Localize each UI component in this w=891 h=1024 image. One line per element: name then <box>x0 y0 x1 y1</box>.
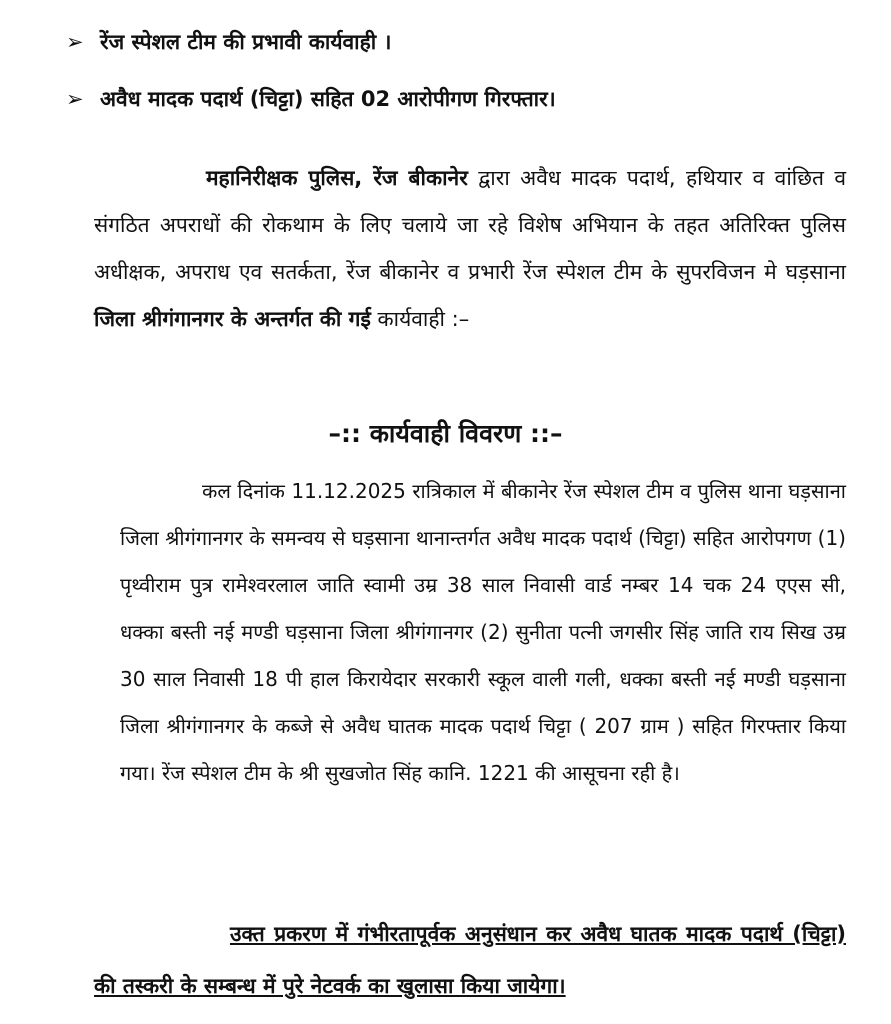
intro-bold-lead: महानिरीक्षक पुलिस, रेंज बीकानेर <box>206 166 468 190</box>
section-heading: –:: कार्यवाही विवरण ::– <box>328 419 563 448</box>
details-paragraph <box>120 468 846 797</box>
headline-text: अवैध मादक पदार्थ (चिट्टा) सहित 02 आरोपीगण गिरफ्तार। <box>100 87 556 111</box>
intro-paragraph <box>94 155 846 343</box>
headline-bullet-1 <box>66 28 391 56</box>
intro-text-end: कार्यवाही :– <box>370 307 470 331</box>
details-text: कल दिनांक 11.12.2025 रात्रिकाल में बीकानेर रेंज स्पेशल टीम व पुलिस थाना घड़साना जिला श्रीगंगानगर के समन्वय से घड़साना थानान्तर्गत अवैध मादक पदार्थ (चिट्टा) सहित आरोपगण (1) पृथ्वीराम पुत्र रामेश्वरलाल जाति स्वामी उम्र 38 साल निवासी वार्ड नम्बर 14 चक 24 एएस सी, धक्का बस्ती नई मण्डी घड़साना जिला श्रीगंगानगर (2) सुनीता पत्नी जगसीर सिंह जाति राय सिख उम्र 30 साल निवासी 18 पी हाल किरायेदार सरकारी स्कूल वाली गली, धक्का बस्ती नई मण्डी घड़साना जिला श्रीगंगानगर के कब्जे से अवैध घातक मादक पदार्थ चिट्टा ( 207 ग्राम ) सहित गिरफ्तार किया गया। रेंज स्पेशल टीम के श्री सुखजोत सिंह कानि. 1221 की आसूचना रही है। <box>120 479 846 785</box>
intro-text: द्वारा अवैध मादक पदार्थ, हथियार व वांछित व संगठित अपराधों की रोकथाम के लिए चलाये जा रहे विशेष अभियान के तहत अतिरिक्त पुलिस अधीक्षक, अपराध एव सतर्कता, रेंज बीकानेर व प्रभारी रेंज स्पेशल टीम के सुपरविजन मे घड़साना <box>94 166 847 284</box>
headline-text: रेंज स्पेशल टीम की प्रभावी कार्यवाही । <box>100 30 392 54</box>
arrow-bullet-icon: ➢ <box>66 30 84 54</box>
closing-statement <box>94 908 846 1012</box>
closing-text: उक्त प्रकरण में गंभीरतापूर्वक अनुसंधान कर अवैध घातक मादक पदार्थ (चिट्टा) की तस्करी के सम्बन्ध में पुरे नेटवर्क का खुलासा किया जायेगा। <box>94 922 846 998</box>
headline-bullet-2 <box>66 85 556 113</box>
arrow-bullet-icon: ➢ <box>66 87 84 111</box>
intro-bold-tail: जिला श्रीगंगानगर के अन्तर्गत की गई <box>94 307 371 331</box>
